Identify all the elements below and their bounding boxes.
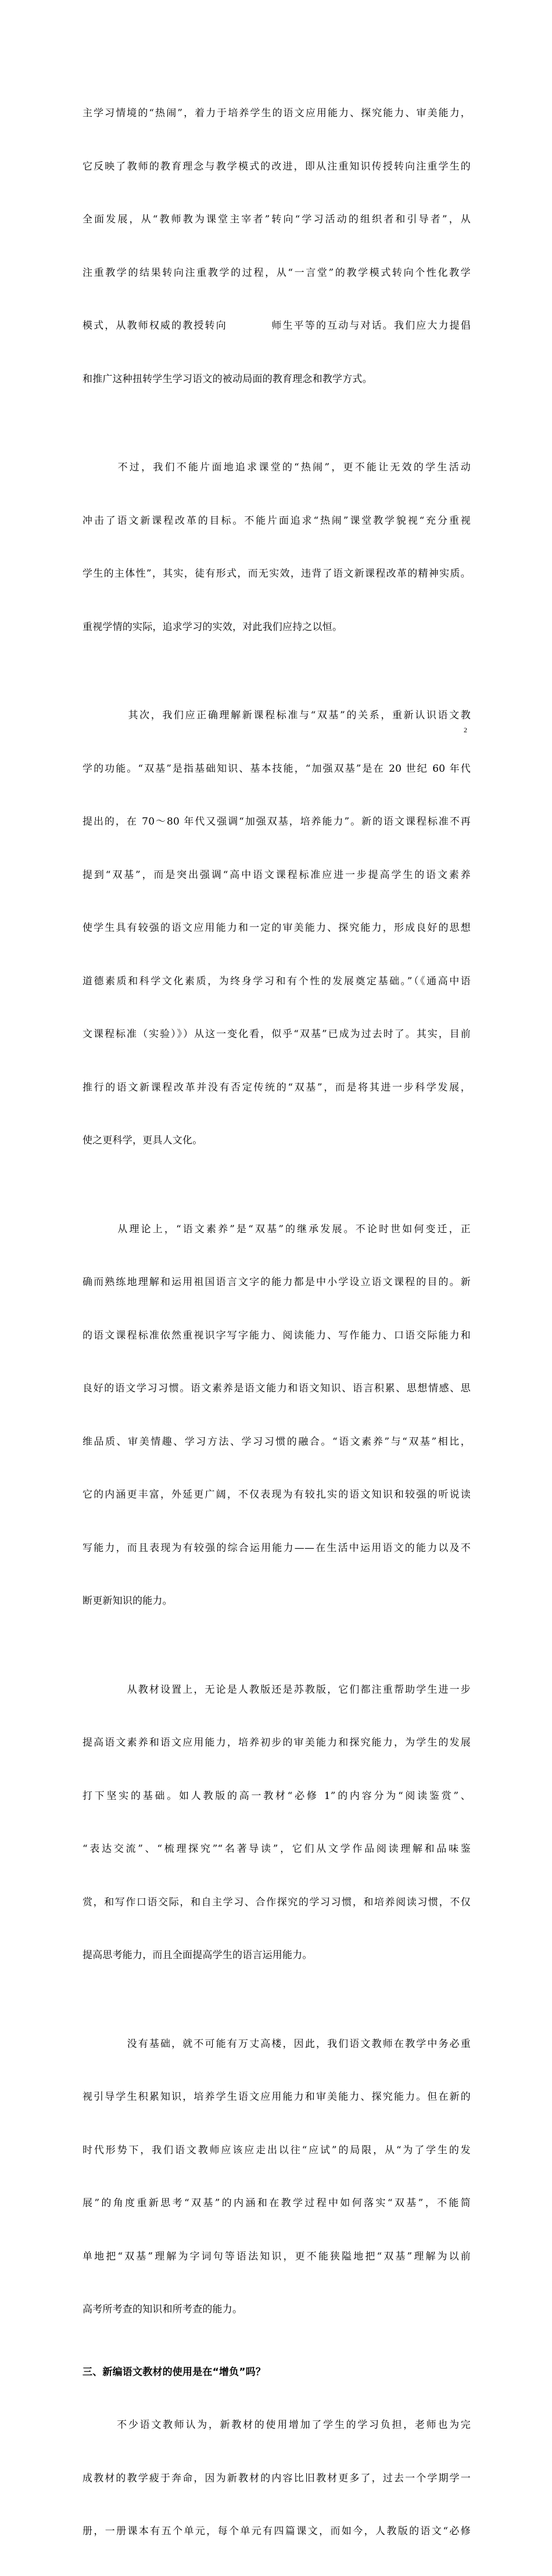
text-line: 主学习情境的“热闹”，着力于培养学生的语文应用能力、探究能力、审美能力， xyxy=(83,107,471,119)
paragraph-1 xyxy=(83,69,471,423)
text-line: 单地把“双基”理解为字词句等语法知识，更不能狭隘地把“双基”理解为以前 xyxy=(83,2250,471,2262)
text-line: 注重教学的结果转向注重教学的过程，从“一言堂”的教学模式转向个性化教学 xyxy=(83,267,471,279)
text-line: 其次，我们应正确理解新课程标准与“双基”的关系，重新认识语文教 xyxy=(83,710,471,721)
text-line: 它的内涵更丰富，外延更广阔，不仅表现为有较扎实的语文知识和较强的听说读 xyxy=(83,1489,471,1501)
text-line: 全面发展，从“教师教为课堂主宰者”转向“学习活动的组织者和引导者”，从 xyxy=(83,214,471,225)
text-line: 道德素质和科学文化素质，为终身学习和有个性的发展奠定基础。”（《通高中语 xyxy=(83,975,471,987)
paragraph-5 xyxy=(83,1646,471,2000)
text-line: 提高思考能力，而且全面提高学生的语言运用能力。 xyxy=(83,1949,313,1961)
text-line: 学的功能。“双基”是指基础知识、基本技能，“加强双基”是在 20 世纪 60 年代 xyxy=(83,762,471,775)
text-line: 它反映了教师的教育理念与教学模式的改进，即从注重知识传授转向注重学生的 xyxy=(83,160,471,172)
text-line: 模式，从教师权威的教授转向 师生平等的互动与对话。我们应大力提倡 xyxy=(83,320,471,332)
paragraph-3 xyxy=(83,671,471,1185)
text-line: 冲击了语文新课程改革的目标。不能片面追求“热闹”课堂教学貌视“充分重视 xyxy=(83,515,471,527)
document-body xyxy=(83,69,471,2576)
text-line: 和推广这种扭转学生学习语文的被动局面的教育理念和教学方式。 xyxy=(83,373,372,385)
text-line: 良好的语文学习习惯。语文素养是语文能力和语文知识、语言积累、思想情感、思 xyxy=(83,1383,471,1394)
text-line: 的语文课程标准依然重视识字写字能力、阅读能力、写作能力、口语交际能力和 xyxy=(83,1329,471,1341)
text-line: 从教材设置上，无论是人教版还是苏教版，它们都注重帮助学生进一步 xyxy=(83,1683,471,1696)
text-line: 文课程标准（实验）》）从这一变化看，似乎“双基”已成为过去时了。其实，目前 xyxy=(83,1028,471,1040)
text-line: 写能力，而且表现为有较强的综合运用能力——在生活中运用语文的能力以及不 xyxy=(83,1542,471,1554)
paragraph-6 xyxy=(83,2000,471,2354)
paragraph-7 xyxy=(83,2381,471,2576)
section-spacer xyxy=(83,2354,471,2363)
text-line: 从理论上，“语文素养”是“双基”的继承发展。不论时世如何变迁，正 xyxy=(83,1223,471,1235)
page-number: 2 xyxy=(464,726,467,734)
text-line: 确而熟练地理解和运用祖国语言文字的能力都是中小学设立语文课程的目的。新 xyxy=(83,1276,471,1288)
text-line: 提到“双基”，而是突出强调“高中语文课程标准应进一步提高学生的语文素养 xyxy=(83,869,471,881)
paragraph-4 xyxy=(83,1185,471,1646)
text-line: 高考所考查的知识和所考查的能力。 xyxy=(83,2304,243,2315)
text-line: “表达交流”、“梳理探究”“名著导读”，它们从文学作品阅读理解和品味鉴 xyxy=(83,1843,471,1855)
text-line: 提高语文素养和语文应用能力，培养初步的审美能力和探究能力，为学生的发展 xyxy=(83,1737,471,1748)
text-line: 提出的，在 70～80 年代又强调“加强双基，培养能力”。新的语文课程标准不再 xyxy=(83,816,471,828)
text-line: 重视学情的实际，追求学习的实效，对此我们应持之以恒。 xyxy=(83,621,343,633)
text-line: 成教材的教学疲于奔命，因为新教材的内容比旧教材更多了，过去一个学期学一 xyxy=(83,2472,471,2484)
text-line: 没有基础，就不可能有万丈高楼，因此，我们语文教师在教学中务必重 xyxy=(83,2038,471,2050)
text-line: 不过，我们不能片面地追求课堂的“热闹”，更不能让无效的学生活动 xyxy=(83,462,471,473)
text-line: 推行的语文新课程改革并没有否定传统的“双基”，而是将其进一步科学发展， xyxy=(83,1081,471,1093)
text-line: 时代形势下，我们语文教师应该应走出以往“应试”的局限，从“为了学生的发 xyxy=(83,2144,471,2156)
section-heading: 三、新编语文教材的使用是在“增负”吗？ xyxy=(83,2366,266,2378)
paragraph-2 xyxy=(83,423,471,671)
text-line: 使之更科学，更具人文化。 xyxy=(83,1135,203,1146)
text-line: 展”的角度重新思考“双基”的内涵和在教学过程中如何落实“双基”，不能简 xyxy=(83,2197,471,2209)
text-line: 视引导学生积累知识，培养学生语文应用能力和审美能力、探究能力。但在新的 xyxy=(83,2091,471,2103)
text-line: 赏，和写作口语交际，和自主学习、合作探究的学习习惯，和培养阅读习惯，不仅 xyxy=(83,1896,471,1908)
text-line: 维品质、审美情趣、学习方法、学习习惯的融合。“语文素养”与“双基”相比， xyxy=(83,1435,471,1448)
text-line: 使学生具有较强的语文应用能力和一定的审美能力、探究能力，形成良好的思想 xyxy=(83,922,471,934)
text-line: 打下坚实的基础。如人教版的高一教材“必修 1”的内容分为“阅读鉴赏”、 xyxy=(83,1790,471,1802)
text-line: 断更新知识的能力。 xyxy=(83,1595,173,1607)
text-line: 册，一册课本有五个单元，每个单元有四篇课文，而如今，人教版的语文“必修 xyxy=(83,2525,471,2537)
text-line: 不少语文教师认为，新教材的使用增加了学生的学习负担，老师也为完 xyxy=(83,2419,471,2431)
text-line: 学生的主体性”，其实，徒有形式，而无实效，违背了语文新课程改革的精神实质。 xyxy=(83,568,471,580)
